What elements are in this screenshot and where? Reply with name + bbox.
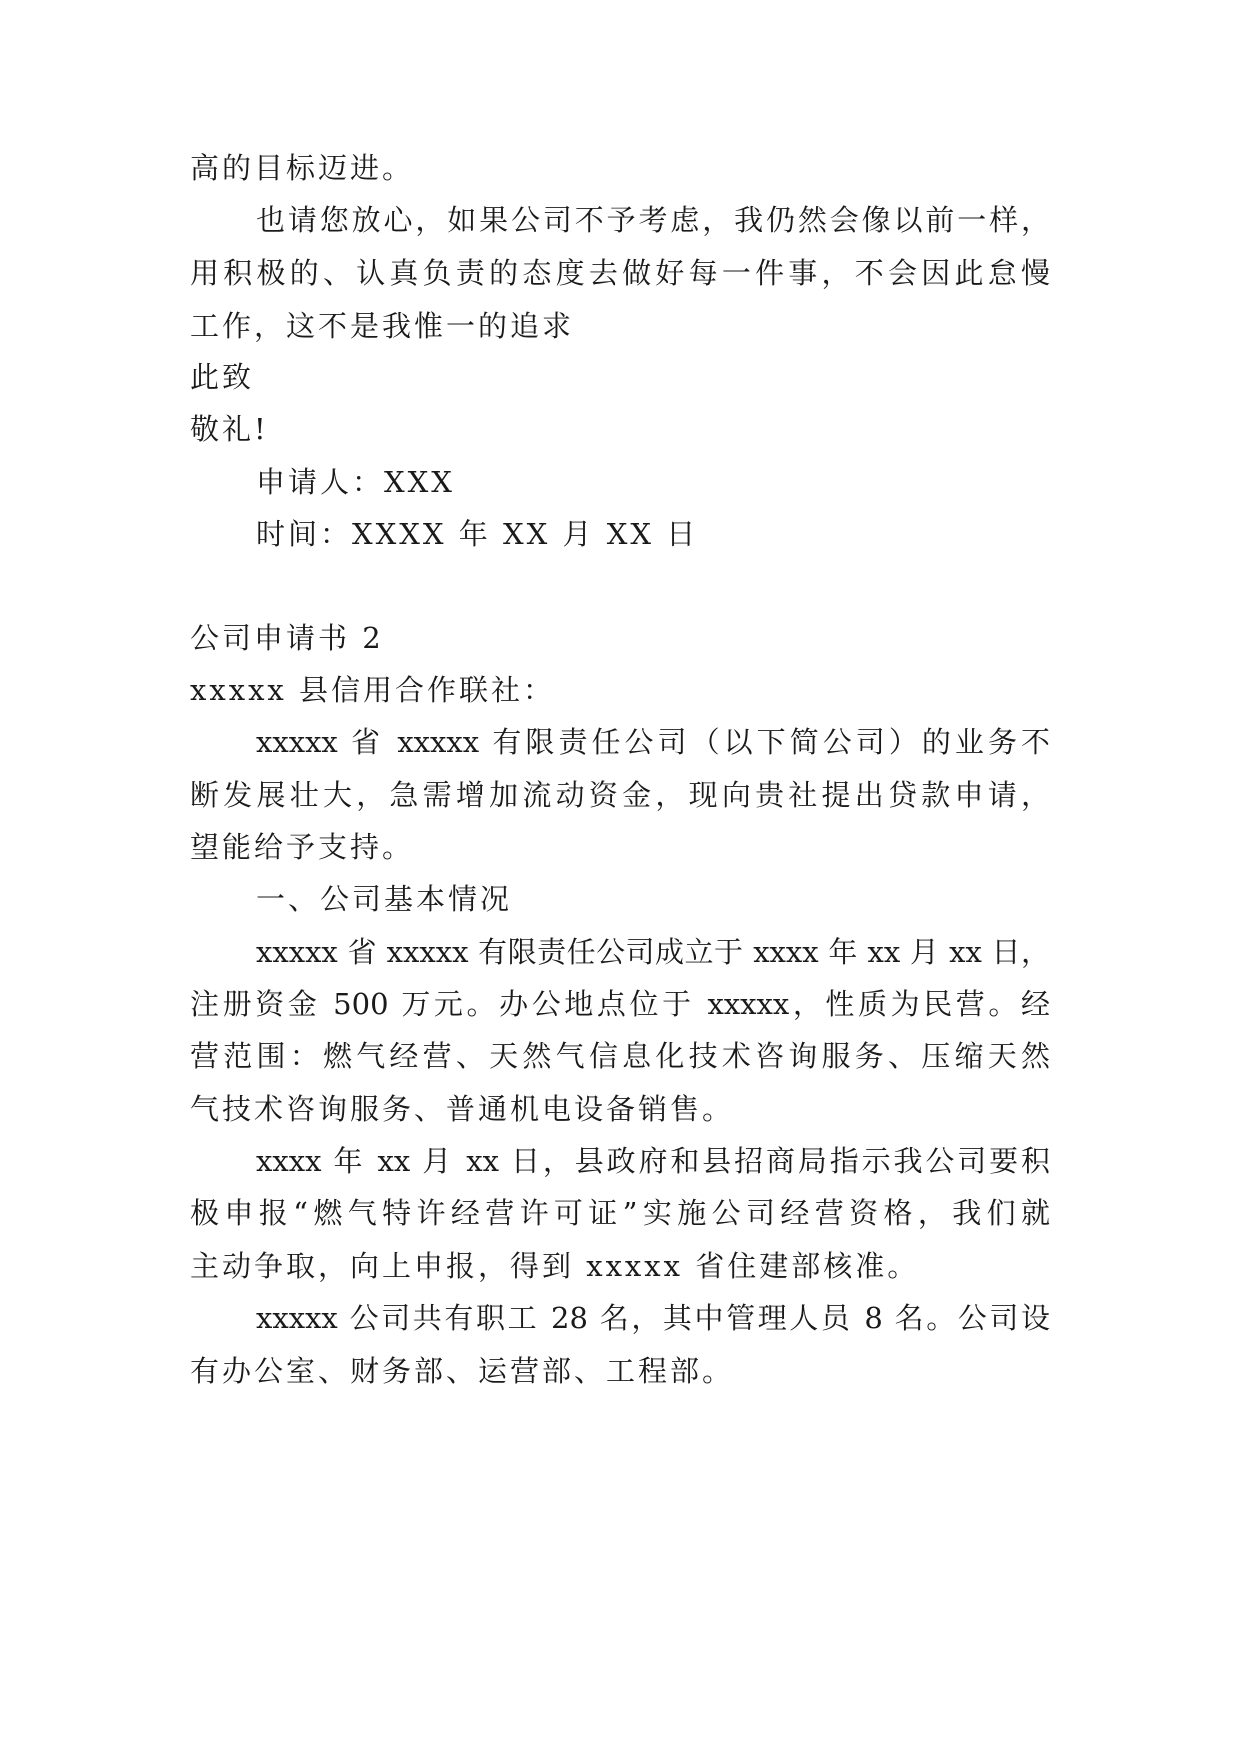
date-line: 时间：XXXX 年 XX 月 XX 日 bbox=[256, 517, 699, 551]
text-line: xxxxx 公司共有职工 28 名，其中管理人员 8 名。公司设 bbox=[256, 1301, 1050, 1335]
text-line: xxxx 年 xx 月 xx 日，县政府和县招商局指示我公司要积 bbox=[256, 1144, 1050, 1178]
text-line: 工作，这不是我惟一的追求 bbox=[190, 309, 575, 343]
text-line: 也请您放心，如果公司不予考虑，我仍然会像以前一样， bbox=[256, 203, 1050, 237]
section-title: 公司申请书 2 bbox=[190, 621, 384, 655]
text-line: 有办公室、财务部、运营部、工程部。 bbox=[190, 1354, 735, 1388]
text-line: xxxxx 省 xxxxx 有限责任公司（以下简公司）的业务不 bbox=[256, 725, 1050, 759]
text-line: 气技术咨询服务、普通机电设备销售。 bbox=[190, 1092, 735, 1126]
text-line: 望能给予支持。 bbox=[190, 830, 415, 864]
applicant-line: 申请人：XXX bbox=[256, 465, 455, 499]
section-heading: 一、公司基本情况 bbox=[256, 882, 513, 916]
text-line: 高的目标迈进。 bbox=[190, 151, 415, 185]
closing-line: 敬礼! bbox=[190, 412, 269, 446]
closing-line: 此致 bbox=[190, 360, 255, 394]
text-line: 注册资金 500 万元。办公地点位于 xxxxx，性质为民营。经 bbox=[190, 987, 1050, 1021]
text-line: 极申报“燃气特许经营许可证”实施公司经营资格，我们就 bbox=[190, 1196, 1050, 1230]
text-line: 断发展壮大，急需增加流动资金，现向贵社提出贷款申请， bbox=[190, 778, 1050, 812]
text-line: xxxxx 省 xxxxx 有限责任公司成立于 xxxx 年 xx 月 xx 日， bbox=[256, 935, 1050, 969]
recipient-line: xxxxx 县信用合作联社： bbox=[190, 673, 555, 707]
text-line: 营范围：燃气经营、天然气信息化技术咨询服务、压缩天然 bbox=[190, 1039, 1050, 1073]
text-line: 主动争取，向上申报，得到 xxxxx 省住建部核准。 bbox=[190, 1249, 920, 1283]
text-line: 用积极的、认真负责的态度去做好每一件事，不会因此怠慢 bbox=[190, 256, 1050, 290]
